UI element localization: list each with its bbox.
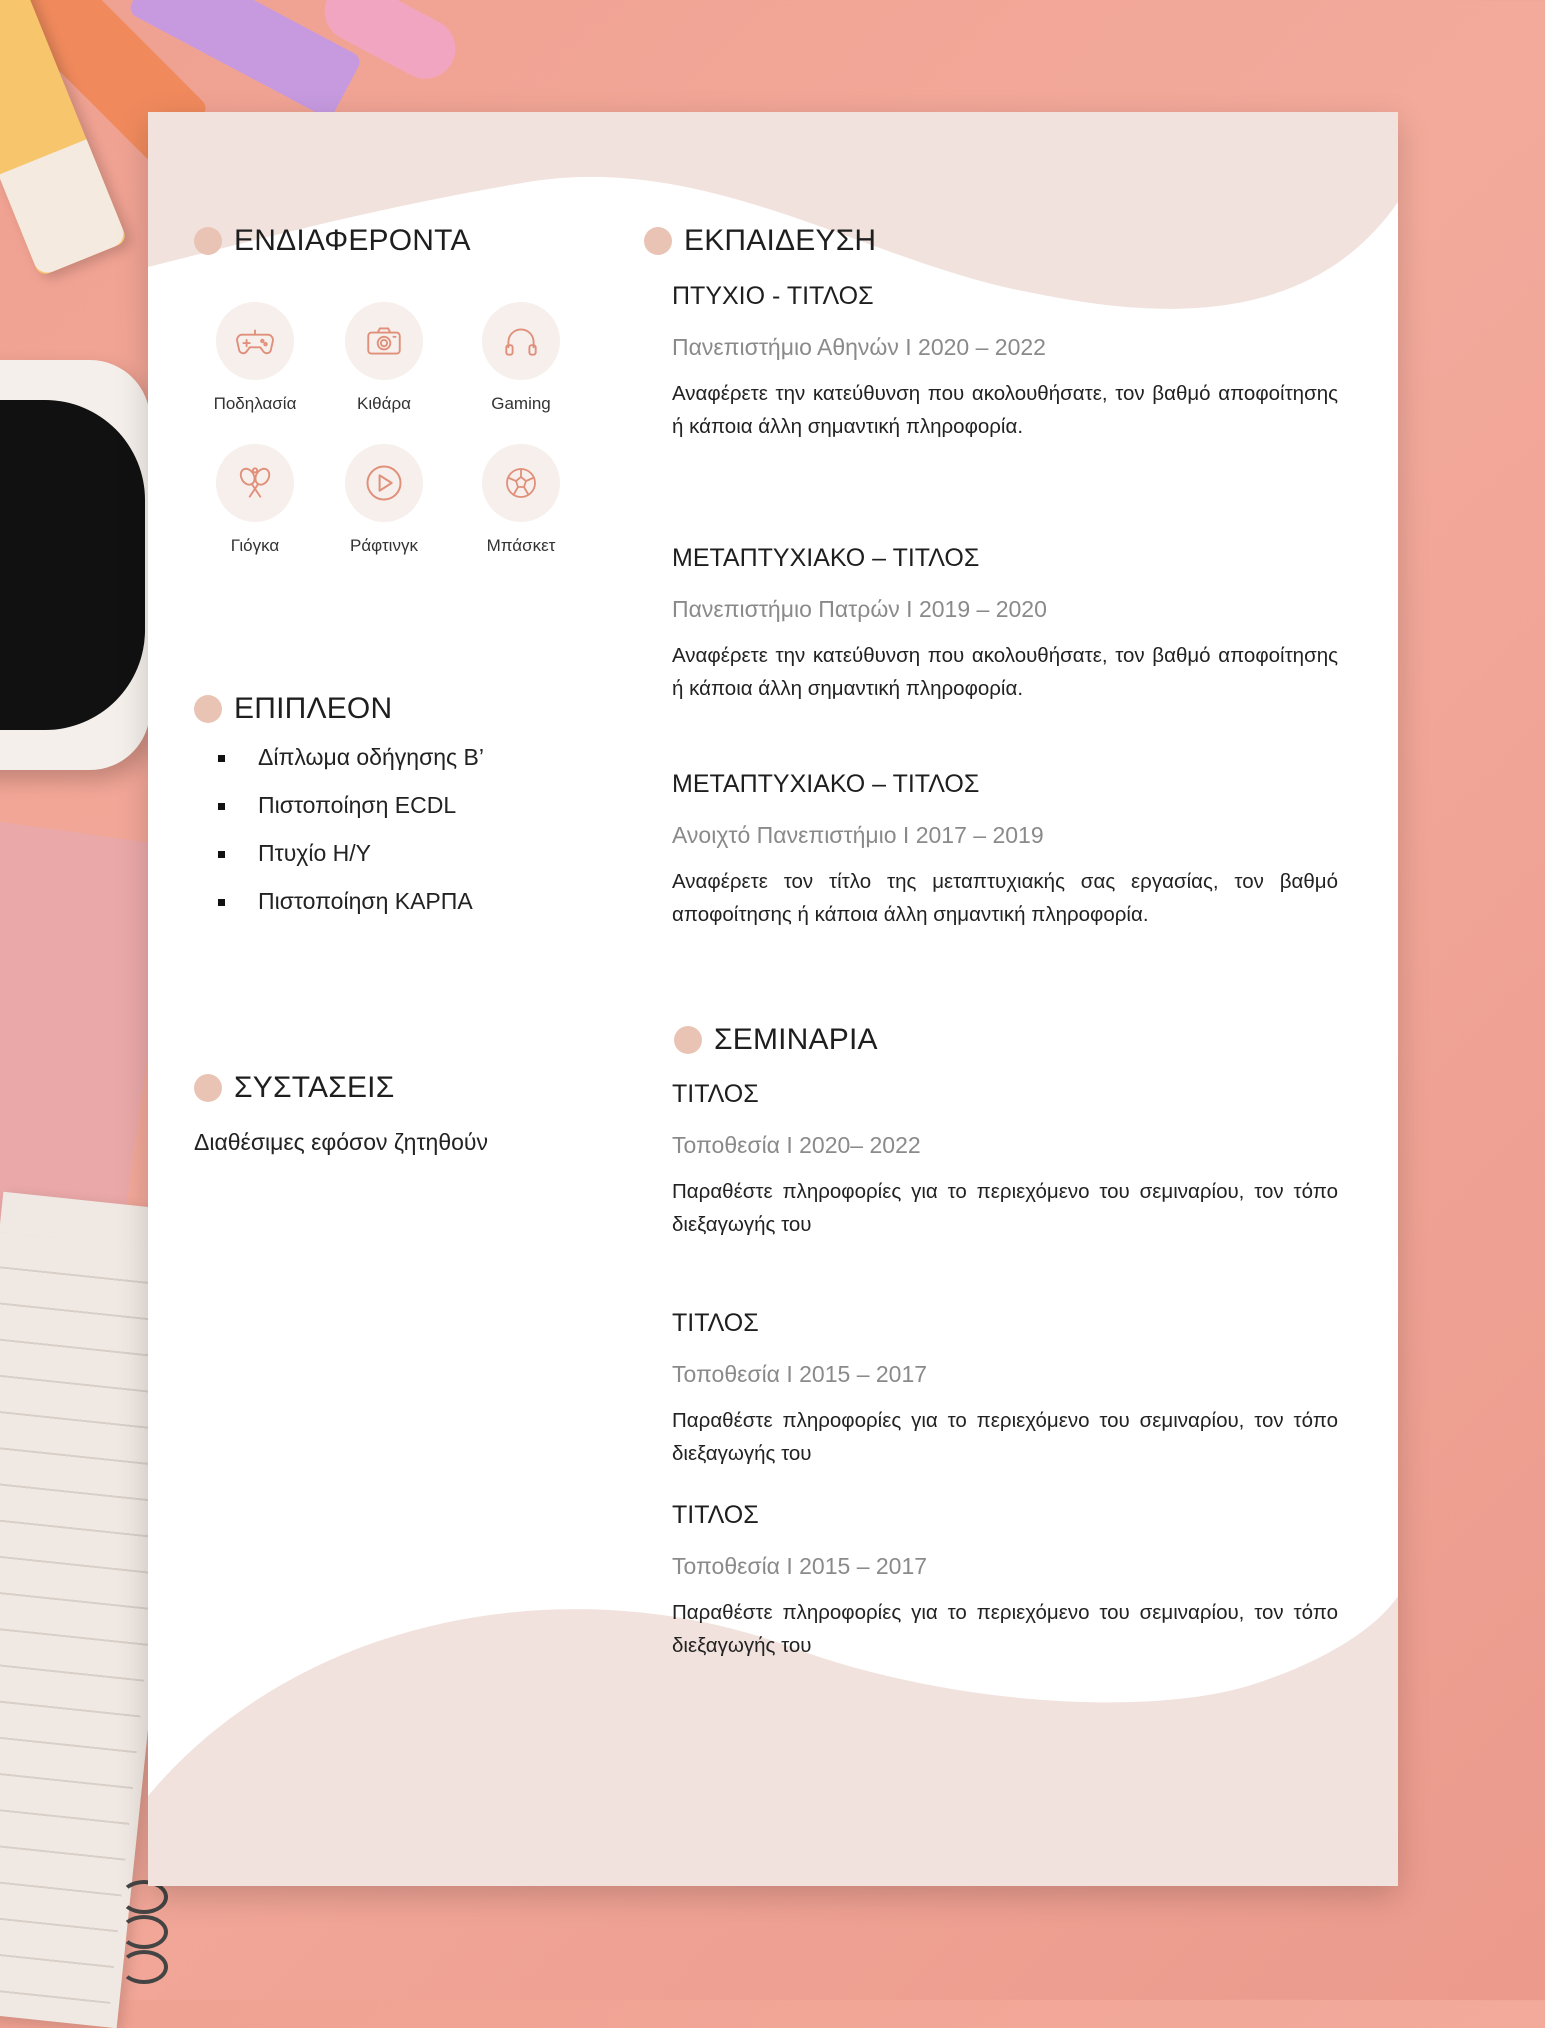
seminars-heading: [674, 1023, 878, 1057]
entry-description: Αναφέρετε τον τίτλο της μεταπτυχιακής σας εργασίας, τον βαθμό αποφοίτησης ή κάποια άλλη σημαντική πληροφορία.: [672, 870, 1338, 926]
entry-title: ΜΕΤΑΠΤΥΧΙΑΚΟ – ΤΙΤΛΟΣ: [672, 770, 980, 798]
play-icon: [362, 461, 406, 505]
interest-item: [185, 302, 325, 414]
education-entry: [672, 544, 1338, 705]
seminar-entry: [672, 1501, 1338, 1662]
accent-dot: [194, 227, 222, 255]
entry-description: Αναφέρετε την κατεύθυνση που ακολουθήσατε, τον βαθμό αποφοίτησης ή κάποια άλλη σημαντική πληροφορία.: [672, 382, 1338, 438]
references-title: ΣΥΣΤΑΣΕΙΣ: [234, 1071, 395, 1104]
gamepad-icon: [234, 320, 276, 362]
interest-item: [185, 444, 325, 556]
notebook-spiral: [120, 1950, 168, 1984]
interest-label: Ποδηλασία: [213, 394, 297, 413]
accent-dot: [194, 695, 222, 723]
education-title: ΕΚΠΑΙΔΕΥΣΗ: [684, 224, 877, 257]
icon-circle: [216, 302, 294, 380]
accent-dot: [674, 1026, 702, 1054]
tennis-rackets-icon: [234, 462, 276, 504]
entry-meta: Τοποθεσία I 2015 – 2017: [672, 1361, 928, 1387]
entry-title: ΠΤΥΧΙΟ - ΤΙΤΛΟΣ: [672, 282, 874, 310]
entry-description: Παραθέστε πληροφορίες για το περιεχόμενο του σεμιναρίου, τον τόπο διεξαγωγής του: [672, 1409, 1338, 1465]
entry-meta: Ανοιχτό Πανεπιστήμιο I 2017 – 2019: [672, 822, 1044, 848]
entry-description: Αναφέρετε την κατεύθυνση που ακολουθήσατε, τον βαθμό αποφοίτησης ή κάποια άλλη σημαντική πληροφορία.: [672, 644, 1338, 700]
entry-title: ΤΙΤΛΟΣ: [672, 1080, 759, 1108]
camera-icon: [363, 320, 405, 362]
extra-heading: [194, 692, 392, 726]
icon-circle: [482, 444, 560, 522]
entry-meta: Τοποθεσία I 2020– 2022: [672, 1132, 921, 1158]
education-entry: [672, 770, 1338, 931]
entry-title: ΤΙΤΛΟΣ: [672, 1501, 759, 1529]
entry-title: ΜΕΤΑΠΤΥΧΙΑΚΟ – ΤΙΤΛΟΣ: [672, 544, 980, 572]
accent-dot: [194, 1074, 222, 1102]
education-heading: [644, 224, 876, 258]
entry-meta: Πανεπιστήμιο Αθηνών I 2020 – 2022: [672, 334, 1046, 360]
interest-label: Γιόγκα: [230, 536, 280, 555]
references-text: Διαθέσιμες εφόσον ζητηθούν: [194, 1129, 488, 1155]
list-item: Δίπλωμα οδήγησης Β’: [206, 744, 484, 792]
interest-label: Gaming: [491, 394, 551, 413]
icon-circle: [345, 444, 423, 522]
extra-list: [206, 744, 484, 936]
interests-title: ΕΝΔΙΑΦΕΡΟΝΤΑ: [234, 224, 471, 257]
soccer-ball-icon: [501, 463, 541, 503]
accent-dot: [644, 227, 672, 255]
interest-item: [314, 444, 454, 556]
references-heading: [194, 1071, 394, 1105]
interest-label: Μπάσκετ: [486, 536, 556, 555]
seminars-title: ΣΕΜΙΝΑΡΙΑ: [714, 1023, 878, 1056]
interest-item: [451, 302, 591, 414]
interests-heading: [194, 224, 471, 258]
list-item: Πιστοποίηση ECDL: [206, 792, 484, 840]
headphones-icon: [500, 320, 542, 362]
extra-title: ΕΠΙΠΛΕΟΝ: [234, 692, 393, 725]
interest-item: [314, 302, 454, 414]
seminar-entry: [672, 1080, 1338, 1241]
list-item: Πτυχίο Η/Υ: [206, 840, 484, 888]
interest-item: [451, 444, 591, 556]
entry-title: ΤΙΤΛΟΣ: [672, 1309, 759, 1337]
entry-meta: Τοποθεσία I 2015 – 2017: [672, 1553, 928, 1579]
interest-label: Ράφτινγκ: [350, 536, 418, 555]
entry-description: Παραθέστε πληροφορίες για το περιεχόμενο του σεμιναρίου, τον τόπο διεξαγωγής του: [672, 1180, 1338, 1236]
seminar-entry: [672, 1309, 1338, 1470]
list-item: Πιστοποίηση ΚΑΡΠΑ: [206, 888, 484, 936]
entry-description: Παραθέστε πληροφορίες για το περιεχόμενο του σεμιναρίου, τον τόπο διεξαγωγής του: [672, 1601, 1338, 1657]
entry-meta: Πανεπιστήμιο Πατρών I 2019 – 2020: [672, 596, 1047, 622]
interest-label: Κιθάρα: [357, 394, 411, 413]
icon-circle: [482, 302, 560, 380]
coffee: [0, 400, 145, 730]
notebook-spiral: [120, 1915, 168, 1949]
icon-circle: [216, 444, 294, 522]
education-entry: [672, 282, 1338, 443]
icon-circle: [345, 302, 423, 380]
resume-page: [148, 112, 1398, 1886]
